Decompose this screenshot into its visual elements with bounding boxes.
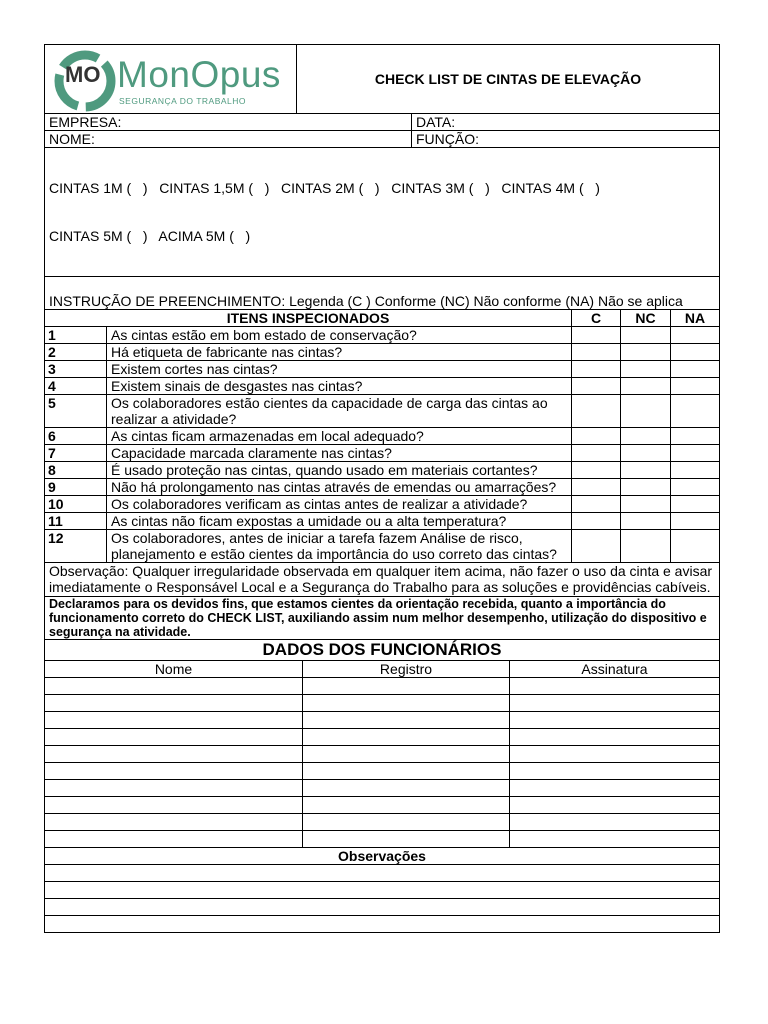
nome-cell[interactable] [45,729,303,746]
observation-line[interactable] [45,882,720,899]
checklist-sheet [44,44,719,933]
check-nc[interactable] [621,378,671,395]
check-na[interactable] [671,327,720,344]
assinatura-cell[interactable] [510,695,720,712]
declaracao: Declaramos para os devidos fins, que estamos cientes da orientação recebida, quanto a importância do funcionamento correto do CHECK LIST, auxiliando assim num melhor desempenho, utilização do dispositivo e segurança na atividade. [45,597,720,640]
check-c[interactable] [572,344,621,361]
check-nc[interactable] [621,428,671,445]
table-row [45,462,720,479]
logo-mark: MO [65,62,101,87]
nome-cell[interactable] [45,763,303,780]
page-title: CHECK LIST DE CINTAS DE ELEVAÇÃO [297,45,720,114]
check-nc[interactable] [621,462,671,479]
registro-cell[interactable] [303,814,510,831]
assinatura-cell[interactable] [510,814,720,831]
header-na: NA [671,310,720,327]
observacao: Observação: Qualquer irregularidade observada em qualquer item acima, não fazer o uso da cinta e avisar imediatamente o Responsável Local e a Segurança do Trabalho para as soluções e providências cabíveis. [45,563,720,597]
item-text: Não há prolongamento nas cintas através de emendas ou amarrações? [107,479,572,496]
col-nome: Nome [45,661,303,678]
table-row [45,395,720,428]
instrucao-text: INSTRUÇÃO DE PREENCHIMENTO: Legenda (C ) Conforme (NC) Não conforme (NA) Não se aplica [49,293,683,309]
item-text: Os colaboradores estão cientes da capacidade de carga das cintas ao realizar a atividade? [107,395,572,428]
check-nc[interactable] [621,361,671,378]
employee-row [45,814,720,831]
item-number: 6 [45,428,107,445]
cintas-line-1[interactable]: CINTAS 1M ( ) CINTAS 1,5M ( ) CINTAS 2M ( ) CINTAS 3M ( ) CINTAS 4M ( ) [49,180,600,196]
table-row [45,496,720,513]
check-c[interactable] [572,513,621,530]
registro-cell[interactable] [303,831,510,848]
check-c[interactable] [572,361,621,378]
item-text: As cintas não ficam expostas a umidade ou a alta temperatura? [107,513,572,530]
item-text: As cintas ficam armazenadas em local adequado? [107,428,572,445]
table-row [45,479,720,496]
nome-cell[interactable] [45,797,303,814]
instrucao [45,277,720,310]
item-number: 7 [45,445,107,462]
assinatura-cell[interactable] [510,831,720,848]
item-number: 8 [45,462,107,479]
employee-row [45,729,720,746]
employee-row [45,712,720,729]
registro-cell[interactable] [303,678,510,695]
observacoes-title: Observações [45,848,720,865]
employee-row [45,746,720,763]
assinatura-cell[interactable] [510,678,720,695]
assinatura-cell[interactable] [510,763,720,780]
nome-cell[interactable] [45,746,303,763]
check-na[interactable] [671,479,720,496]
col-registro: Registro [303,661,510,678]
check-c[interactable] [572,530,621,563]
item-number: 1 [45,327,107,344]
employee-row [45,695,720,712]
observation-row [45,865,720,882]
item-number: 9 [45,479,107,496]
registro-cell[interactable] [303,712,510,729]
check-na[interactable] [671,462,720,479]
header-c: C [572,310,621,327]
nome-cell[interactable] [45,814,303,831]
registro-cell[interactable] [303,780,510,797]
employee-row [45,780,720,797]
nome-cell[interactable] [45,780,303,797]
funcionarios-table [44,639,720,933]
logo-tagline: SEGURANÇA DO TRABALHO [119,96,247,106]
employee-row [45,678,720,695]
table-row [45,344,720,361]
assinatura-cell[interactable] [510,746,720,763]
funcionarios-body [45,678,720,848]
check-nc[interactable] [621,530,671,563]
check-c[interactable] [572,479,621,496]
funcao-field[interactable]: FUNÇÃO: [412,131,720,148]
assinatura-cell[interactable] [510,797,720,814]
check-c[interactable] [572,496,621,513]
items-table [44,309,720,640]
nome-cell[interactable] [45,831,303,848]
check-na[interactable] [671,530,720,563]
registro-cell[interactable] [303,797,510,814]
empresa-field[interactable]: EMPRESA: [45,114,412,131]
assinatura-cell[interactable] [510,712,720,729]
registro-cell[interactable] [303,763,510,780]
data-field[interactable]: DATA: [412,114,720,131]
observation-line[interactable] [45,916,720,933]
observation-row [45,916,720,933]
check-c[interactable] [572,445,621,462]
table-row [45,513,720,530]
check-c[interactable] [572,462,621,479]
employee-row [45,831,720,848]
item-number: 10 [45,496,107,513]
observation-row [45,882,720,899]
observation-line[interactable] [45,865,720,882]
table-row [45,428,720,445]
check-c[interactable] [572,327,621,344]
check-nc[interactable] [621,479,671,496]
col-assinatura: Assinatura [510,661,720,678]
item-text: Os colaboradores verificam as cintas antes de realizar a atividade? [107,496,572,513]
item-text: Existem sinais de desgastes nas cintas? [107,378,572,395]
observation-row [45,899,720,916]
check-na[interactable] [671,361,720,378]
item-number: 12 [45,530,107,563]
header-nc: NC [621,310,671,327]
check-nc[interactable] [621,395,671,428]
check-nc[interactable] [621,327,671,344]
assinatura-cell[interactable] [510,729,720,746]
check-c[interactable] [572,378,621,395]
item-text: As cintas estão em bom estado de conservação? [107,327,572,344]
employee-row [45,797,720,814]
check-nc[interactable] [621,344,671,361]
check-na[interactable] [671,395,720,428]
check-nc[interactable] [621,445,671,462]
table-row [45,327,720,344]
table-row [45,530,720,563]
item-text: Os colaboradores, antes de iniciar a tarefa fazem Análise de risco, planejamento e estão cientes da importância do uso correto das cintas? [107,530,572,563]
check-c[interactable] [572,395,621,428]
registro-cell[interactable] [303,746,510,763]
item-text: Capacidade marcada claramente nas cintas? [107,445,572,462]
nome-cell[interactable] [45,695,303,712]
item-number: 3 [45,361,107,378]
item-text: Existem cortes nas cintas? [107,361,572,378]
table-row [45,378,720,395]
nome-cell[interactable] [45,678,303,695]
check-nc[interactable] [621,513,671,530]
item-number: 2 [45,344,107,361]
header-table [44,44,720,114]
table-row [45,445,720,462]
check-na[interactable] [671,513,720,530]
funcionarios-title: DADOS DOS FUNCIONÁRIOS [45,640,720,661]
cintas-line-2[interactable]: CINTAS 5M ( ) ACIMA 5M ( ) [49,228,251,244]
check-c[interactable] [572,428,621,445]
table-row [45,361,720,378]
observation-line[interactable] [45,899,720,916]
info-table [44,113,720,310]
check-na[interactable] [671,428,720,445]
logo-cell [45,45,297,114]
registro-cell[interactable] [303,729,510,746]
cintas-options[interactable] [45,148,720,277]
item-number: 4 [45,378,107,395]
employee-row [45,763,720,780]
header-itens: ITENS INSPECIONADOS [45,310,572,327]
check-nc[interactable] [621,496,671,513]
nome-field[interactable]: NOME: [45,131,412,148]
observacoes-body [45,865,720,933]
check-na[interactable] [671,445,720,462]
item-number: 5 [45,395,107,428]
check-na[interactable] [671,378,720,395]
items-body [45,327,720,563]
assinatura-cell[interactable] [510,780,720,797]
check-na[interactable] [671,344,720,361]
logo-brand: MonOpus [117,54,281,95]
check-na[interactable] [671,496,720,513]
item-text: Há etiqueta de fabricante nas cintas? [107,344,572,361]
item-text: É usado proteção nas cintas, quando usado em materiais cortantes? [107,462,572,479]
item-number: 11 [45,513,107,530]
registro-cell[interactable] [303,695,510,712]
nome-cell[interactable] [45,712,303,729]
